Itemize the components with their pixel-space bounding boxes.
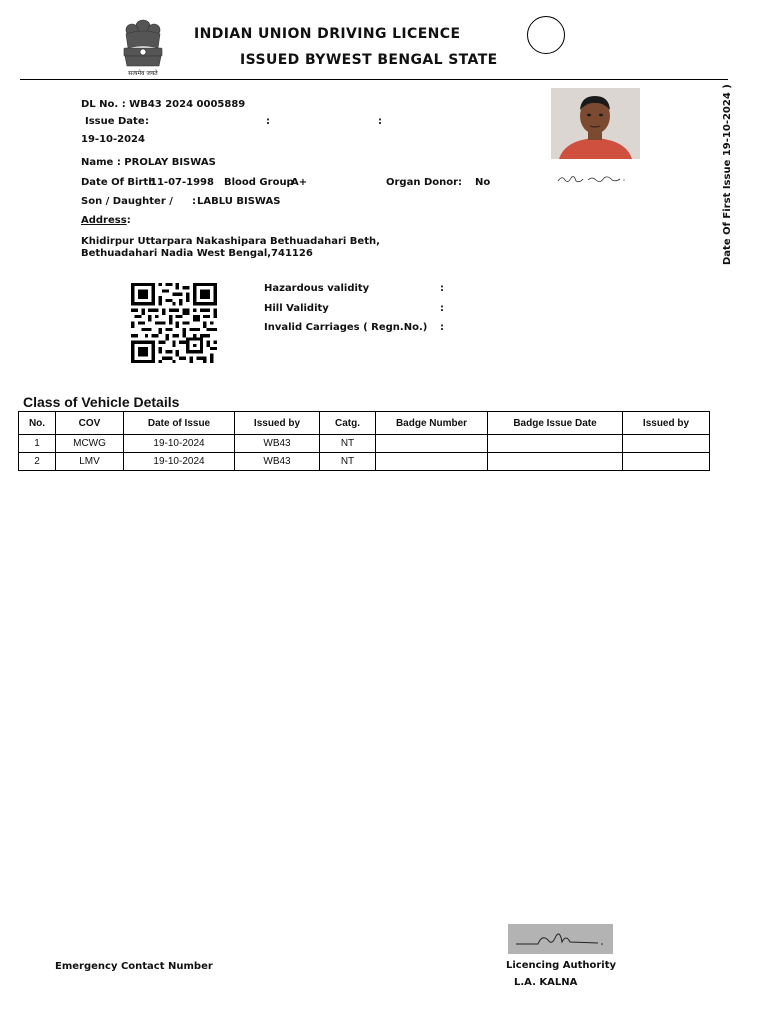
first-issue-date: Date Of First Issue 19-10-2024 ) xyxy=(722,84,733,265)
licencing-authority-label: Licencing Authority xyxy=(506,960,617,971)
col-issued-by-header: Issued by xyxy=(235,412,320,435)
table-row xyxy=(19,453,710,471)
table-row xyxy=(19,435,710,453)
address-heading xyxy=(81,215,131,226)
col-badge-number-header: Badge Number xyxy=(376,412,488,435)
cell-cov: LMV xyxy=(56,453,124,471)
address-line-1: Khidirpur Uttarpara Nakashipara Bethuadahari Beth, xyxy=(81,236,380,247)
col-date-header: Date of Issue xyxy=(124,412,235,435)
colon: : xyxy=(440,303,444,314)
seal-circle xyxy=(527,16,565,54)
colon: : xyxy=(126,215,131,226)
cell-catg: NT xyxy=(320,453,376,471)
dl-number-label: DL No. xyxy=(81,99,119,110)
invalid-carriages-label: Invalid Carriages ( Regn.No.) xyxy=(264,322,428,333)
colon: : xyxy=(145,116,149,127)
cell-date: 19-10-2024 xyxy=(124,453,235,471)
col-catg-header: Catg. xyxy=(320,412,376,435)
cell-no: 2 xyxy=(19,453,56,471)
col-badge-issued-by-header: Issued by xyxy=(623,412,710,435)
holder-photo xyxy=(551,88,640,159)
table-header-row xyxy=(19,412,710,435)
cell-badge-date xyxy=(488,435,623,453)
dob-label: Date Of Birth xyxy=(81,177,156,188)
cell-date: 19-10-2024 xyxy=(124,435,235,453)
organ-donor-value: No xyxy=(475,177,491,188)
colon: : xyxy=(440,283,444,294)
colon: : xyxy=(458,177,462,188)
issuing-state: ISSUED BYWEST BENGAL STATE xyxy=(240,52,498,68)
holder-signature xyxy=(556,172,628,186)
blood-group-value: A+ xyxy=(291,177,308,188)
colon: : xyxy=(440,322,444,333)
cell-badge-date xyxy=(488,453,623,471)
blood-group-label: Blood Group xyxy=(224,177,294,188)
relation-value: LABLU BISWAS xyxy=(197,196,281,207)
issue-date-value: 19-10-2024 xyxy=(81,134,145,145)
dob-value: 11-07-1998 xyxy=(150,177,214,188)
colon: : xyxy=(116,157,121,168)
document-title: INDIAN UNION DRIVING LICENCE xyxy=(194,26,461,42)
colon: : xyxy=(121,99,126,110)
colon: : xyxy=(378,116,382,127)
hill-validity-label: Hill Validity xyxy=(264,303,329,314)
organ-donor-label: Organ Donor xyxy=(386,177,459,188)
address-line-2: Bethuadahari Nadia West Bengal,741126 xyxy=(81,248,313,259)
hazardous-validity-label: Hazardous validity xyxy=(264,283,370,294)
cell-badge-issued-by xyxy=(623,435,710,453)
dl-number-row xyxy=(81,99,245,110)
issue-date-label: Issue Date xyxy=(85,116,145,127)
authority-name: L.A. KALNA xyxy=(514,977,578,988)
cell-issued-by: WB43 xyxy=(235,435,320,453)
cell-catg: NT xyxy=(320,435,376,453)
emergency-contact-label: Emergency Contact Number xyxy=(55,961,213,972)
cell-badge-issued-by xyxy=(623,453,710,471)
name-label: Name xyxy=(81,157,114,168)
dl-number-value: WB43 2024 0005889 xyxy=(129,99,246,110)
vehicle-class-table xyxy=(18,411,710,471)
colon: : xyxy=(192,196,196,207)
colon: : xyxy=(266,116,270,127)
cell-badge-number xyxy=(376,435,488,453)
authority-signature xyxy=(508,924,613,954)
address-label: Address xyxy=(81,215,127,226)
cell-no: 1 xyxy=(19,435,56,453)
cell-cov: MCWG xyxy=(56,435,124,453)
name-row xyxy=(81,157,216,168)
cell-issued-by: WB43 xyxy=(235,453,320,471)
relation-label: Son / Daughter / xyxy=(81,196,173,207)
col-cov-header: COV xyxy=(56,412,124,435)
emblem-motto: सत्यमेव जयते xyxy=(128,70,158,77)
header-divider xyxy=(20,79,728,80)
vehicle-class-title: Class of Vehicle Details xyxy=(23,394,180,410)
col-badge-date-header: Badge Issue Date xyxy=(488,412,623,435)
qr-code-icon xyxy=(131,283,217,363)
cell-badge-number xyxy=(376,453,488,471)
col-no-header: No. xyxy=(19,412,56,435)
name-value: PROLAY BISWAS xyxy=(124,157,216,168)
